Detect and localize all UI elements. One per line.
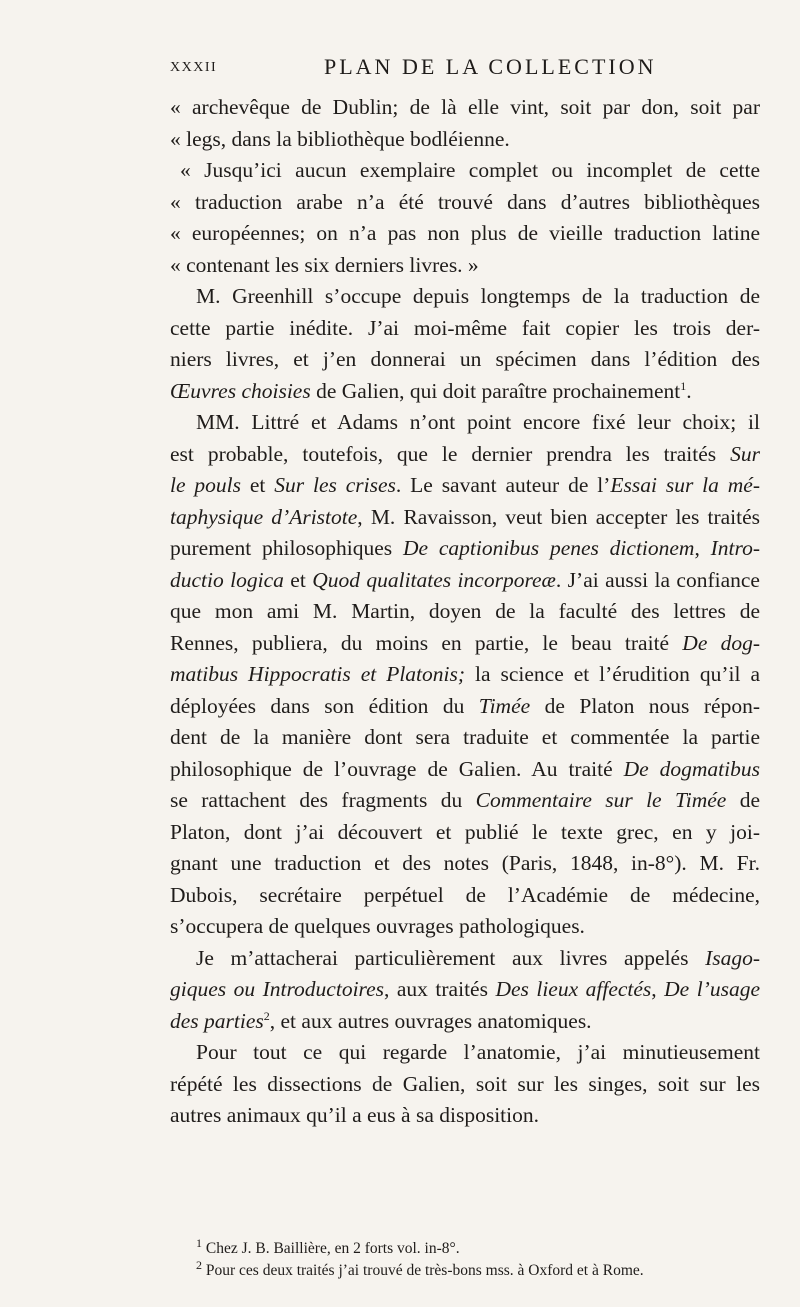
text-line: cette partie inédite. J’ai moi-même fait copier les trois der- bbox=[170, 315, 760, 340]
text-line: matibus Hippocratis et Platonis; la science et l’érudition qu’il a bbox=[170, 662, 760, 686]
text-line: dent de la manière dont sera traduite et commentée la partie bbox=[170, 725, 760, 749]
text-line: MM. Littré et Adams n’ont point encore fixé leur choix; il bbox=[196, 410, 760, 434]
running-title: PLAN DE LA COLLECTION bbox=[324, 54, 657, 79]
text-line: niers livres, et j’en donnerai un spécimen dans l’édition des bbox=[170, 347, 760, 371]
text-line: M. Greenhill s’occupe depuis longtemps de la traduction de bbox=[196, 284, 760, 308]
text-line: gnant une traduction et des notes (Paris, 1848, in-8°). M. Fr. bbox=[170, 851, 760, 875]
text-line: ductio logica et Quod qualitates incorporeæ. J’ai aussi la confiance bbox=[170, 567, 760, 592]
text-line: philosophique de l’ouvrage de Galien. Au traité De dogmatibus bbox=[170, 756, 760, 781]
text-line: Dubois, secrétaire perpétuel de l’Académie de médecine, bbox=[170, 882, 760, 907]
text-line: que mon ami M. Martin, doyen de la faculté des lettres de bbox=[170, 599, 760, 623]
text-line: « traduction arabe n’a été trouvé dans d’autres bibliothèques bbox=[170, 189, 760, 214]
running-head bbox=[170, 54, 760, 84]
text-line: « archevêque de Dublin; de là elle vint, soit par don, soit par bbox=[170, 95, 760, 119]
text-line: purement philosophiques De captionibus penes dictionem, Intro- bbox=[170, 536, 761, 560]
text-line: répété les dissections de Galien, soit sur les singes, soit sur les bbox=[170, 1071, 760, 1096]
footnote: $^2$ Pour ces deux traités j’ai trouvé de très-bons mss. à Oxford et à Rome. bbox=[196, 1257, 644, 1279]
footnote: $^1$ Chez J. B. Baillière, en 2 forts vol. in-8°. bbox=[196, 1235, 460, 1257]
text-line: le pouls et Sur les crises. Le savant auteur de l’Essai sur la mé- bbox=[170, 473, 761, 497]
text-line: des parties$^2$, et aux autres ouvrages anatomiques. bbox=[170, 1008, 592, 1033]
text-line: Je m’attacherai particulièrement aux livres appelés Isago- bbox=[196, 945, 760, 970]
text-line: « européennes; on n’a pas non plus de vieille traduction latine bbox=[170, 221, 760, 245]
text-line: « contenant les six derniers livres. » bbox=[170, 252, 479, 277]
text-line: se rattachent des fragments du Commentaire sur le Timée de bbox=[170, 788, 760, 812]
page-number: XXXII bbox=[170, 60, 218, 75]
text-line: taphysique d’Aristote, M. Ravaisson, veut bien accepter les traités bbox=[170, 504, 761, 529]
text-line: giques ou Introductoires, aux traités Des lieux affectés, De l’usage bbox=[170, 977, 761, 1001]
body-text bbox=[170, 92, 760, 1132]
text-line: déployées dans son édition du Timée de Platon nous répon- bbox=[170, 693, 760, 718]
text-line: Pour tout ce qui regarde l’anatomie, j’ai minutieusement bbox=[196, 1040, 760, 1064]
text-line: « Jusqu’ici aucun exemplaire complet ou incomplet de cette bbox=[180, 158, 760, 182]
text-line: s’occupera de quelques ouvrages pathologiques. bbox=[170, 914, 585, 938]
text-line: est probable, toutefois, que le dernier prendra les traités Sur bbox=[170, 441, 760, 466]
text-line: Platon, dont j’ai découvert et publié le texte grec, en y joi- bbox=[170, 819, 760, 844]
text-line: Rennes, publiera, du moins en partie, le beau traité De dog- bbox=[170, 630, 760, 655]
footnotes bbox=[170, 1235, 760, 1282]
text-line: « legs, dans la bibliothèque bodléienne. bbox=[170, 126, 510, 151]
text-line: Œuvres choisies de Galien, qui doit paraître prochainement$^1$. bbox=[170, 378, 692, 403]
text-line: autres animaux qu’il a eus à sa disposition. bbox=[170, 1103, 540, 1127]
